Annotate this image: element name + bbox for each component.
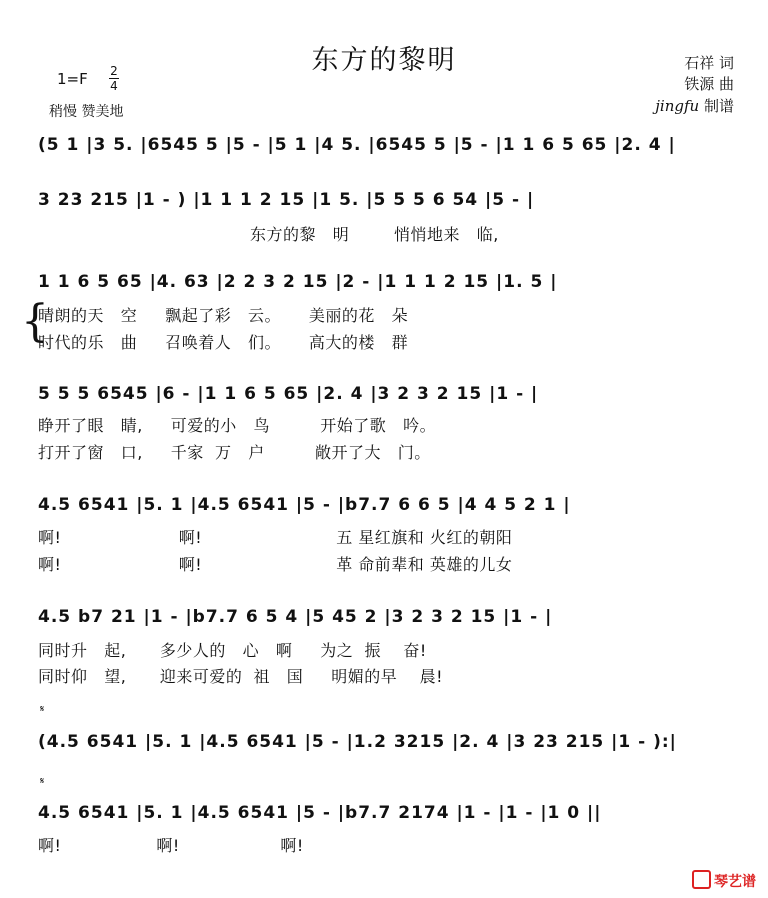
staff-line-1 [38, 131, 748, 165]
notation: 5 5 5 6545 |6 - |1 1 6 5 65 |2. 4 |3 2 3 2 15 |1 - | [38, 384, 539, 404]
segno-sign: 𝄋 [40, 776, 45, 787]
lyric-line: 时代的乐 曲 召唤着人 们。 高大的楼 群 [38, 333, 409, 352]
logo-icon [692, 870, 711, 889]
time-bottom: 4 [110, 79, 118, 93]
lyric-line: 同时仰 望, 迎来可爱的 祖 国 明媚的早 晨! [38, 667, 443, 686]
notation: 4.5 6541 |5. 1 |4.5 6541 |5 - |b7.7 6 6 5 |4 4 5 2 1 | [38, 495, 571, 515]
lyric-line: 啊! 啊! 啊! [38, 836, 304, 855]
staff-line-6 [38, 603, 748, 637]
lyric-line: 啊! 啊! 革 命前辈和 英雄的儿女 [38, 555, 513, 574]
arranger-credit [655, 95, 734, 116]
lyric-line: 东方的黎 明 悄悄地来 临, [250, 225, 499, 244]
time-signature [109, 64, 119, 93]
watermark-logo [692, 870, 756, 891]
arranger-suffix: 制谱 [699, 97, 734, 115]
staff-line-3 [38, 268, 748, 302]
time-top: 2 [110, 64, 118, 78]
notation: 4.5 b7 21 |1 - |b7.7 6 5 4 |5 45 2 |3 2 3 2 15 |1 - | [38, 607, 553, 627]
staff-line-8 [38, 799, 748, 833]
staff-line-5 [38, 491, 748, 525]
lyricist-credit: 石祥 词 [684, 54, 734, 72]
notation: 3 23 215 |1 - ) |1 1 1 2 15 |1 5. |5 5 5 6 54 |5 - | [38, 190, 535, 210]
song-title: 东方的黎明 [311, 45, 457, 76]
staff-line-7 [38, 728, 748, 762]
notation: 1 1 6 5 65 |4. 63 |2 2 3 2 15 |2 - |1 1 1 2 15 |1. 5 | [38, 272, 558, 292]
lyric-line: 啊! 啊! 五 星红旗和 火红的朝阳 [38, 528, 513, 547]
staff-line-2 [38, 186, 748, 220]
lyric-line: 同时升 起, 多少人的 心 啊 为之 振 奋! [38, 641, 427, 660]
notation: 4.5 6541 |5. 1 |4.5 6541 |5 - |b7.7 2174 |1 - |1 - |1 0 || [38, 803, 602, 823]
lyric-line: 打开了窗 口, 千家 万 户 敞开了大 门。 [38, 443, 431, 462]
notation: (4.5 6541 |5. 1 |4.5 6541 |5 - |1.2 3215 |2. 4 |3 23 215 |1 - ):| [38, 732, 677, 752]
key-signature: 1=F [57, 70, 88, 88]
arranger-name: jingfu [655, 97, 700, 115]
notation: (5 1 |3 5. |6545 5 |5 - |5 1 |4 5. |6545 5 |5 - |1 1 6 5 65 |2. 4 | [38, 135, 676, 155]
staff-line-4 [38, 380, 748, 414]
lyric-line: 晴朗的天 空 飘起了彩 云。 美丽的花 朵 [38, 306, 409, 325]
logo-text: 琴艺谱 [714, 874, 756, 890]
composer-credit: 铁源 曲 [684, 75, 734, 93]
lyric-line: 睁开了眼 睛, 可爱的小 鸟 开始了歌 吟。 [38, 416, 437, 435]
segno-sign: 𝄋 [40, 704, 45, 715]
verse-brace: { [21, 296, 49, 347]
tempo-marking: 稍慢 赞美地 [49, 104, 124, 120]
